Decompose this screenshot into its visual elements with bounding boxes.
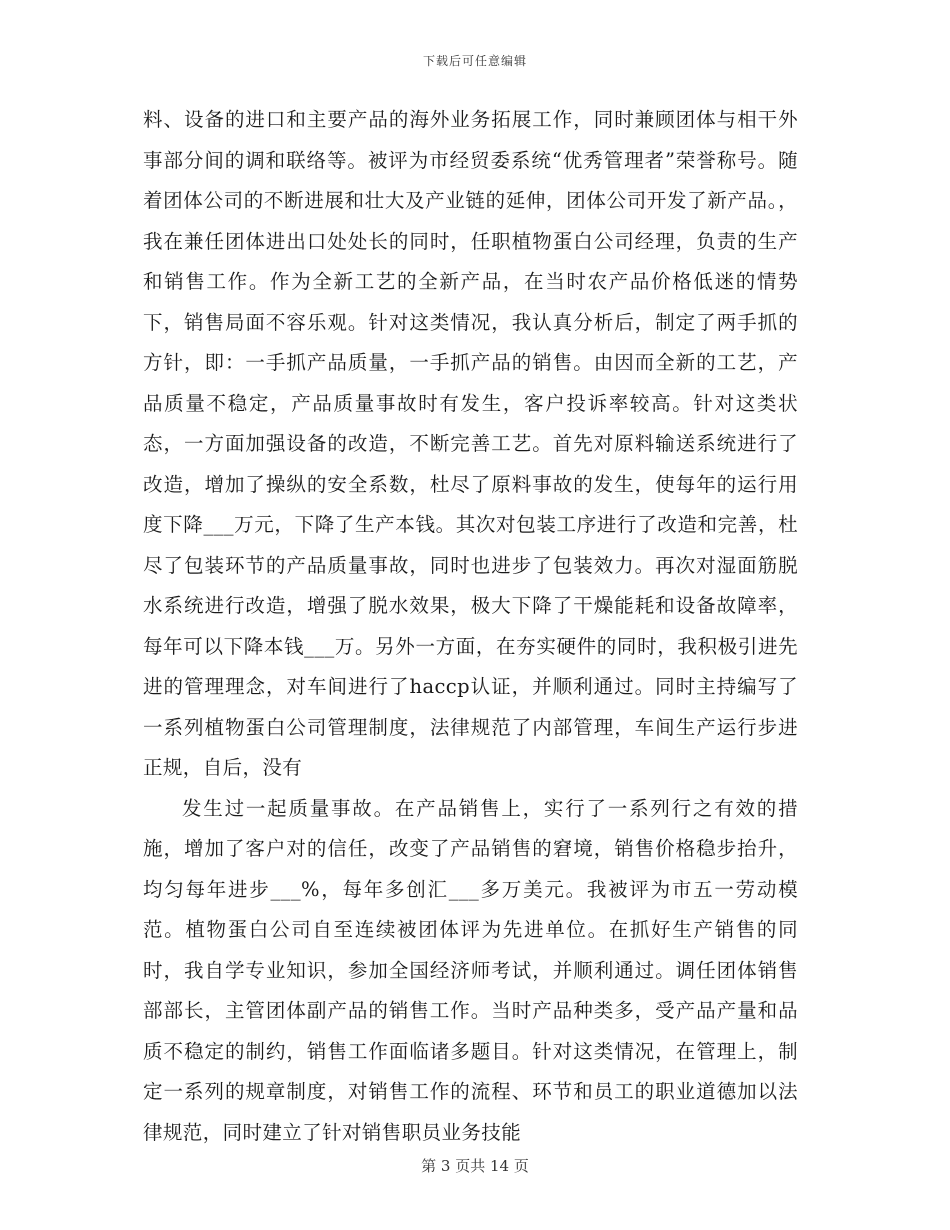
body-paragraph: 发生过一起质量事故。在产品销售上，实行了一系列行之有效的措施，增加了客户对的信任，改变了产品销售的窘境，销售价格稳步抬升，均匀每年进步___%，每年多创汇___多万美元。我被评为市五一劳动模范。植物蛋白公司自至连续被团体评为先进单位。在抓好生产销售的同时，我自学专业知识，参加全国经济师考试，并顺利通过。调任团体销售部部长，主管团体副产品的销售工作。当时产品种类多，受产品产量和品质不稳定的制约，销售工作面临诸多题目。针对这类情况，在管理上，制定一系列的规章制度，对销售工作的流程、环节和员工的职业道德加以法律规范，同时建立了针对销售职员业务技能	[143, 796, 798, 1144]
page-number-footer: 第 3 页共 14 页	[421, 1157, 529, 1175]
page-header: 下载后可任意编辑	[422, 54, 527, 68]
body-paragraph-continued: 料、设备的进口和主要产品的海外业务拓展工作，同时兼顾团体与相干外事部分间的调和联络等。被评为市经贸委系统“优秀管理者”荣誉称号。随着团体公司的不断进展和壮大及产业链的延伸，团体公司开发了新产品。，我在兼任团体进出口处处长的同时，任职植物蛋白公司经理，负责的生产和销售工作。作为全新工艺的全新产品，在当时农产品价格低迷的情势下，销售局面不容乐观。针对这类情况，我认真分析后，制定了两手抓的方针，即：一手抓产品质量，一手抓产品的销售。由因而全新的工艺，产品质量不稳定，产品质量事故时有发生，客户投诉率较高。针对这类状态，一方面加强设备的改造，不断完善工艺。首先对原料输送系统进行了改造，增加了操纵的安全系数，杜尽了原料事故的发生，使每年的运行用度下降___万元，下降了生产本钱。其次对包装工序进行了改造和完善，杜尽了包装环节的产品质量事故，同时也进步了包装效力。再次对湿面筋脱水系统进行改造，增强了脱水效果，极大下降了干燥能耗和设备故障率，每年可以下降本钱___万。另外一方面，在夯实硬件的同时，我积极引进先进的管理理念，对车间进行了haccp认证，并顺利通过。同时主持编写了一系列植物蛋白公司管理制度，法律规范了内部管理，车间生产运行步进正规，自后，没有	[143, 108, 798, 779]
document-body	[143, 100, 798, 1153]
